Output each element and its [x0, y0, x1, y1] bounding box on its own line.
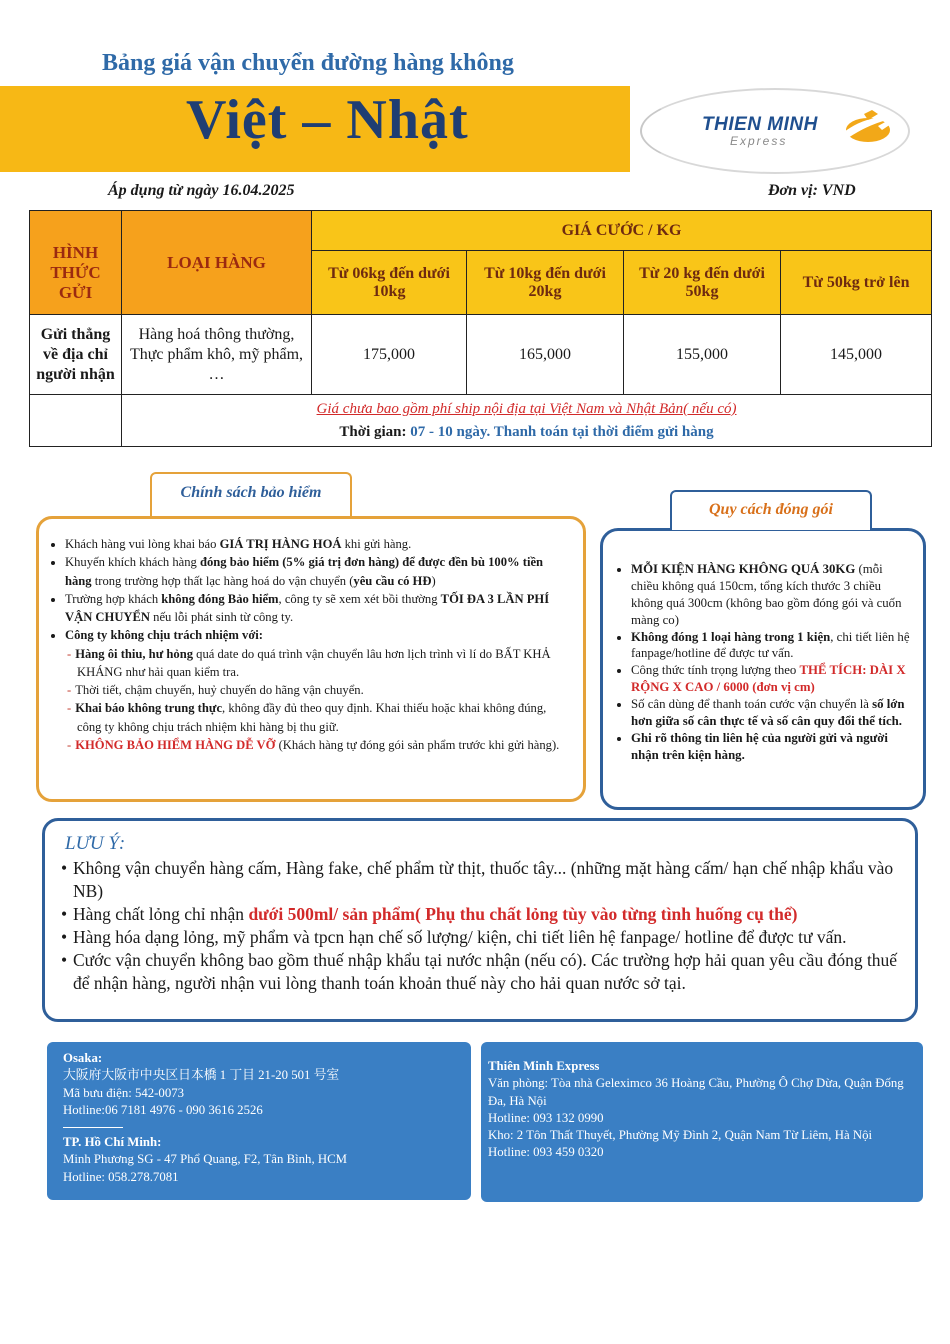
hcm-address: Minh Phương SG - 47 Phổ Quang, F2, Tân Bình, HCM — [63, 1152, 348, 1167]
hcm-hotline: Hotline: 058.278.7081 — [63, 1169, 179, 1184]
tier-header: Từ 10kg đến dưới 20kg — [467, 251, 624, 315]
warehouse-address: Kho: 2 Tôn Thất Thuyết, Phường Mỹ Đình 2, Quận Nam Từ Liêm, Hà Nội — [488, 1128, 873, 1143]
osaka-label: Osaka: — [63, 1051, 103, 1065]
empty-cell — [30, 395, 122, 447]
osaka-zip: Mã bưu điện: 542-0073 — [63, 1085, 185, 1100]
price-cell: 155,000 — [624, 315, 781, 395]
header-type: LOẠI HÀNG — [122, 211, 312, 315]
tier-header: Từ 20 kg đến dưới 50kg — [624, 251, 781, 315]
company-name: Thiên Minh Express — [488, 1059, 600, 1073]
exclusion-list — [65, 645, 569, 755]
list-item: • Không vận chuyển hàng cấm, Hàng fake, chế phẩm từ thịt, thuốc tây... (những mặt hàng cấm/ hạn chế nhập khẩu vào NB) — [65, 857, 899, 903]
currency-unit: Đơn vị: VND — [768, 182, 856, 199]
office-hotline: Hotline: 093 132 0990 — [488, 1110, 604, 1125]
osaka-hotline: Hotline:06 7181 4976 - 090 3616 2526 — [63, 1102, 263, 1117]
time-value: 07 - 10 ngày. Thanh toán tại thời điểm gửi hàng — [410, 423, 714, 440]
tier-header: Từ 06kg đến dưới 10kg — [312, 251, 467, 315]
price-cell: 165,000 — [467, 315, 624, 395]
price-cell: 145,000 — [781, 315, 932, 395]
applied-date: Áp dụng từ ngày 16.04.2025 — [108, 182, 295, 199]
list-item: - KHÔNG BẢO HIỂM HÀNG DỄ VỠ (Khách hàng tự đóng gói sản phẩm trước khi gửi hàng). — [77, 736, 569, 754]
time-note — [126, 421, 927, 444]
insurance-box — [36, 516, 586, 802]
price-table — [29, 210, 932, 447]
page-title: Việt – Nhật — [186, 89, 469, 151]
time-label: Thời gian: — [339, 423, 407, 440]
list-item: • Số cân dùng để thanh toán cước vận chuyển là số lớn hơn giữa số cân thực tế và số cân quy đổi thể tích. — [631, 696, 911, 730]
price-cell: 175,000 — [312, 315, 467, 395]
notes-title: LƯU Ý: — [65, 833, 126, 854]
list-item: • Trường hợp khách không đóng Bảo hiểm, công ty sẽ xem xét bồi thường TỐI ĐA 3 LẦN PHÍ VẬN CHUYỂN nếu lỗi phát sinh từ công ty. — [65, 590, 569, 627]
list-item: - Thời tiết, chậm chuyến, huỷ chuyến do hãng vận chuyển. — [77, 681, 569, 699]
logo-text: THIEN MINH — [702, 114, 818, 135]
notes-box — [42, 818, 918, 1022]
notes-list — [55, 857, 899, 996]
page-subtitle: Bảng giá vận chuyển đường hàng không — [102, 50, 514, 76]
list-item: • MỖI KIỆN HÀNG KHÔNG QUÁ 30KG (mỗi chiều không quá 150cm, tổng kích thước 3 chiều không quá 300cm (không bao gồm đóng gói và cuốn màng co) — [631, 561, 911, 629]
contact-divider — [63, 1127, 123, 1128]
hcm-label: TP. Hồ Chí Minh: — [63, 1135, 162, 1150]
list-item: • Công ty không chịu trách nhiệm với: - Hàng ôi thiu, hư hỏng quá date do quá trình vận chuyển lâu hơn lịch trình vì lí do BẤT KHẢ KHÁNG như hải quan kiểm tra. - Thời tiết, chậm chuyến, huỷ chuyến do hãng vận chuyển. - Khai báo không trung thực, không đầy đủ theo quy định. Khai thiếu hoặc khai không đúng, công ty không chịu trách nhiệm khi hàng bị thu giữ. - KHÔNG BẢO HIỂM HÀNG DỄ VỠ (Khách hàng tự đóng gói sản phẩm trước khi gửi hàng). — [65, 626, 569, 754]
tier-header: Từ 50kg trở lên — [781, 251, 932, 315]
note-cell — [122, 395, 932, 447]
packing-box — [600, 528, 926, 810]
list-item: • Hàng chất lỏng chỉ nhận dưới 500ml/ sản phẩm( Phụ thu chất lỏng tùy vào từng tình huống cụ thể) — [65, 903, 899, 926]
fee-note: Giá chưa bao gồm phí ship nội địa tại Việt Nam và Nhật Bản( nếu có) — [316, 401, 737, 417]
packing-title: Quy cách đóng gói — [670, 490, 872, 530]
insurance-title: Chính sách bảo hiểm — [150, 472, 352, 516]
list-item: • Cước vận chuyển không bao gồm thuế nhập khẩu tại nước nhận (nếu có). Các trường hợp hải quan yêu cầu đóng thuế để nhận hàng, người nhận vui lòng thanh toán khoản thuế này cho hải quan nước sở tại. — [65, 949, 899, 995]
list-item: • Ghi rõ thông tin liên hệ của người gửi và người nhận trên kiện hàng. — [631, 730, 911, 764]
osaka-address: 大阪府大阪市中央区日本橋 1 丁目 21-20 501 号室 — [63, 1068, 340, 1083]
office-address: Văn phòng: Tòa nhà Geleximco 36 Hoàng Cầu, Phường Ô Chợ Dừa, Quận Đống Đa, Hà Nội — [488, 1076, 904, 1108]
method-cell: Gửi thẳng về địa chỉ người nhận — [30, 315, 122, 395]
logo-subtext: Express — [730, 134, 788, 148]
table-row — [30, 315, 932, 395]
packing-list — [617, 561, 911, 764]
warehouse-hotline: Hotline: 093 459 0320 — [488, 1145, 604, 1160]
contact-box-left — [47, 1042, 471, 1200]
type-cell: Hàng hoá thông thường, Thực phẩm khô, mỹ phẩm, … — [122, 315, 312, 395]
list-item: • Khách hàng vui lòng khai báo GIÁ TRỊ HÀNG HOÁ khi gửi hàng. — [65, 535, 569, 553]
table-row — [30, 395, 932, 447]
header-method: HÌNH THỨC GỬI — [30, 211, 122, 315]
list-item: • Không đóng 1 loại hàng trong 1 kiện, chi tiết liên hệ fanpage/hotline để được tư vấn. — [631, 629, 911, 663]
list-item: • Khuyến khích khách hàng đóng bảo hiểm (5% giá trị đơn hàng) để được đền bù 100% tiền hàng trong trường hợp thất lạc hàng hoá do vận chuyển (yêu cầu có HĐ) — [65, 553, 569, 590]
insurance-list — [51, 535, 569, 754]
list-item: • Hàng hóa dạng lỏng, mỹ phẩm và tpcn hạn chế số lượng/ kiện, chi tiết liên hệ fanpage/ hotline để được tư vấn. — [65, 926, 899, 949]
plane-logo-icon — [838, 108, 900, 148]
header-price-group: GIÁ CƯỚC / KG — [312, 211, 932, 251]
list-item: - Hàng ôi thiu, hư hỏng quá date do quá trình vận chuyển lâu hơn lịch trình vì lí do BẤT KHẢ KHÁNG như hải quan kiểm tra. — [77, 645, 569, 682]
list-item: - Khai báo không trung thực, không đầy đủ theo quy định. Khai thiếu hoặc khai không đúng, công ty không chịu trách nhiệm khi hàng bị thu giữ. — [77, 699, 569, 736]
list-item: • Công thức tính trọng lượng theo THỂ TÍCH: DÀI X RỘNG X CAO / 6000 (đơn vị cm) — [631, 662, 911, 696]
contact-box-right — [481, 1042, 923, 1202]
